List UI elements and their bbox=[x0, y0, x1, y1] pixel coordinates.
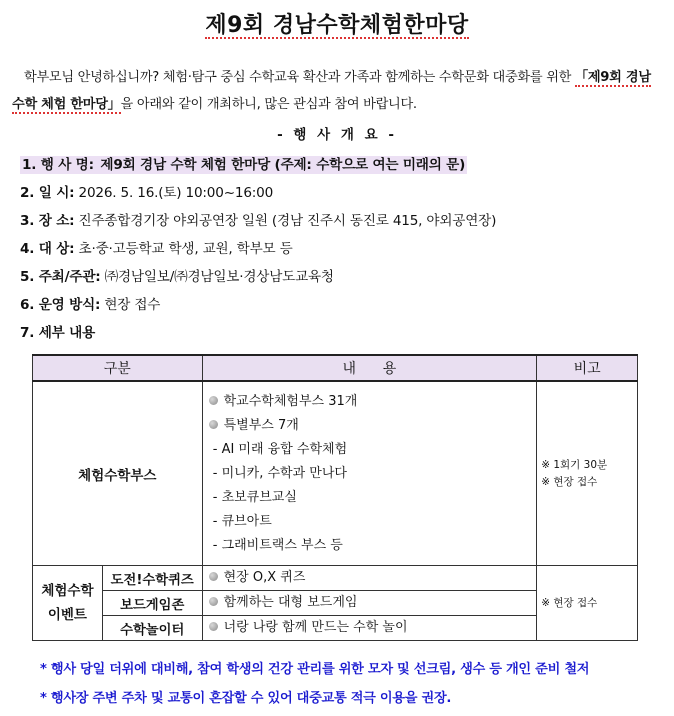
event-name: 도전!수학퀴즈 bbox=[102, 566, 202, 591]
booth-note: ※ 현장 접수 bbox=[541, 475, 598, 488]
intro-part2: 을 아래와 같이 개최하니, 많은 관심과 참여 바랍니다. bbox=[120, 97, 417, 112]
footnote: * 행사장 주변 주차 및 교통이 혼잡할 수 있어 대중교통 적극 이용을 권장. bbox=[40, 691, 452, 706]
booth-note: ※ 1회기 30분 bbox=[541, 458, 608, 471]
bullet-icon bbox=[209, 420, 218, 429]
overview-item-date bbox=[20, 181, 273, 201]
item-value: 현장 접수 bbox=[100, 297, 161, 313]
table-row-booth bbox=[33, 381, 638, 566]
overview-item-host bbox=[20, 265, 334, 285]
item-label: 3. 장 소: bbox=[20, 213, 75, 229]
item-label: 5. 주최/주관: bbox=[20, 269, 101, 285]
item-label: 1. 행 사 명: bbox=[22, 157, 94, 173]
document-title-text: 제9회 경남수학체험한마당 bbox=[205, 8, 468, 39]
booth-line-text: - 미니카, 수학과 만나다 bbox=[208, 465, 347, 481]
table-header-remarks: 비고 bbox=[537, 355, 638, 381]
bullet-icon bbox=[209, 622, 218, 631]
intro-part1: 학부모님 안녕하십니까? 체험·탐구 중심 수학교육 확산과 가족과 함께하는 수학문화 대중화를 위한 bbox=[24, 70, 575, 85]
item-label: 6. 운영 방식: bbox=[20, 297, 101, 313]
item-value: 진주종합경기장 야외공연장 일원 (경남 진주시 동진로 415, 야외공연장) bbox=[74, 213, 497, 229]
booth-category: 체험수학부스 bbox=[33, 381, 203, 566]
bullet-icon bbox=[209, 572, 218, 581]
event-remarks bbox=[537, 566, 638, 641]
intro-paragraph bbox=[12, 64, 660, 118]
event-category bbox=[33, 566, 103, 641]
table-header-category: 구분 bbox=[33, 355, 203, 381]
booth-line bbox=[209, 414, 531, 438]
item-value: ㈜경남일보/㈜경남일보·경상남도교육청 bbox=[100, 269, 334, 285]
overview-item-target bbox=[20, 237, 293, 257]
item-label: 7. 세부 내용 bbox=[20, 325, 96, 341]
event-note: ※ 현장 접수 bbox=[541, 596, 598, 609]
item-value: 초·중·고등학교 학생, 교원, 학부모 등 bbox=[74, 241, 293, 257]
bullet-icon bbox=[209, 396, 218, 405]
item-label: 4. 대 상: bbox=[20, 241, 75, 257]
table-header-content: 내 용 bbox=[202, 355, 537, 381]
item-label: 2. 일 시: bbox=[20, 185, 75, 201]
item-value: 제9회 경남 수학 체험 한마당 (주제: 수학으로 여는 미래의 문) bbox=[95, 157, 466, 173]
item-value: 2026. 5. 16.(토) 10:00~16:00 bbox=[74, 185, 274, 201]
booth-line-text: 특별부스 7개 bbox=[223, 417, 299, 433]
event-category-line: 체험수학 bbox=[41, 583, 94, 599]
booth-line-text: 학교수학체험부스 31개 bbox=[223, 393, 358, 409]
footnote: * 행사 당일 더위에 대비해, 참여 학생의 건강 관리를 위한 모자 및 선크림, 생수 등 개인 준비 철저 bbox=[40, 662, 590, 677]
document-title bbox=[0, 8, 674, 39]
event-content bbox=[202, 616, 537, 641]
overview-item-place bbox=[20, 209, 496, 229]
event-content-text: 현장 O,X 퀴즈 bbox=[223, 570, 306, 585]
event-content-text: 함께하는 대형 보드게임 bbox=[223, 595, 358, 610]
table-header-row bbox=[33, 355, 638, 381]
booth-line-text: - 큐브아트 bbox=[208, 513, 272, 529]
overview-heading: - 행 사 개 요 - bbox=[277, 127, 397, 143]
intro-event-name: 「제9회 경남수학 체험 한마당」 bbox=[12, 70, 651, 112]
details-table bbox=[32, 354, 638, 641]
booth-line bbox=[209, 390, 531, 414]
event-content bbox=[202, 566, 537, 591]
overview-item-details bbox=[20, 321, 95, 341]
booth-line-text: - 초보큐브교실 bbox=[208, 489, 297, 505]
event-name: 보드게임존 bbox=[102, 591, 202, 616]
booth-remarks bbox=[537, 381, 638, 566]
event-category-line: 이벤트 bbox=[47, 607, 87, 623]
event-content-text: 너랑 나랑 함께 만드는 수학 놀이 bbox=[223, 620, 408, 635]
event-name: 수학놀이터 bbox=[102, 616, 202, 641]
overview-item-name bbox=[20, 153, 467, 173]
event-content bbox=[202, 591, 537, 616]
booth-line-text: - 그래비트랙스 부스 등 bbox=[208, 537, 343, 553]
overview-item-method bbox=[20, 293, 160, 313]
booth-line-text: - AI 미래 융합 수학체험 bbox=[208, 441, 348, 457]
booth-content bbox=[202, 381, 537, 566]
bullet-icon bbox=[209, 597, 218, 606]
table-row-event bbox=[33, 566, 638, 591]
